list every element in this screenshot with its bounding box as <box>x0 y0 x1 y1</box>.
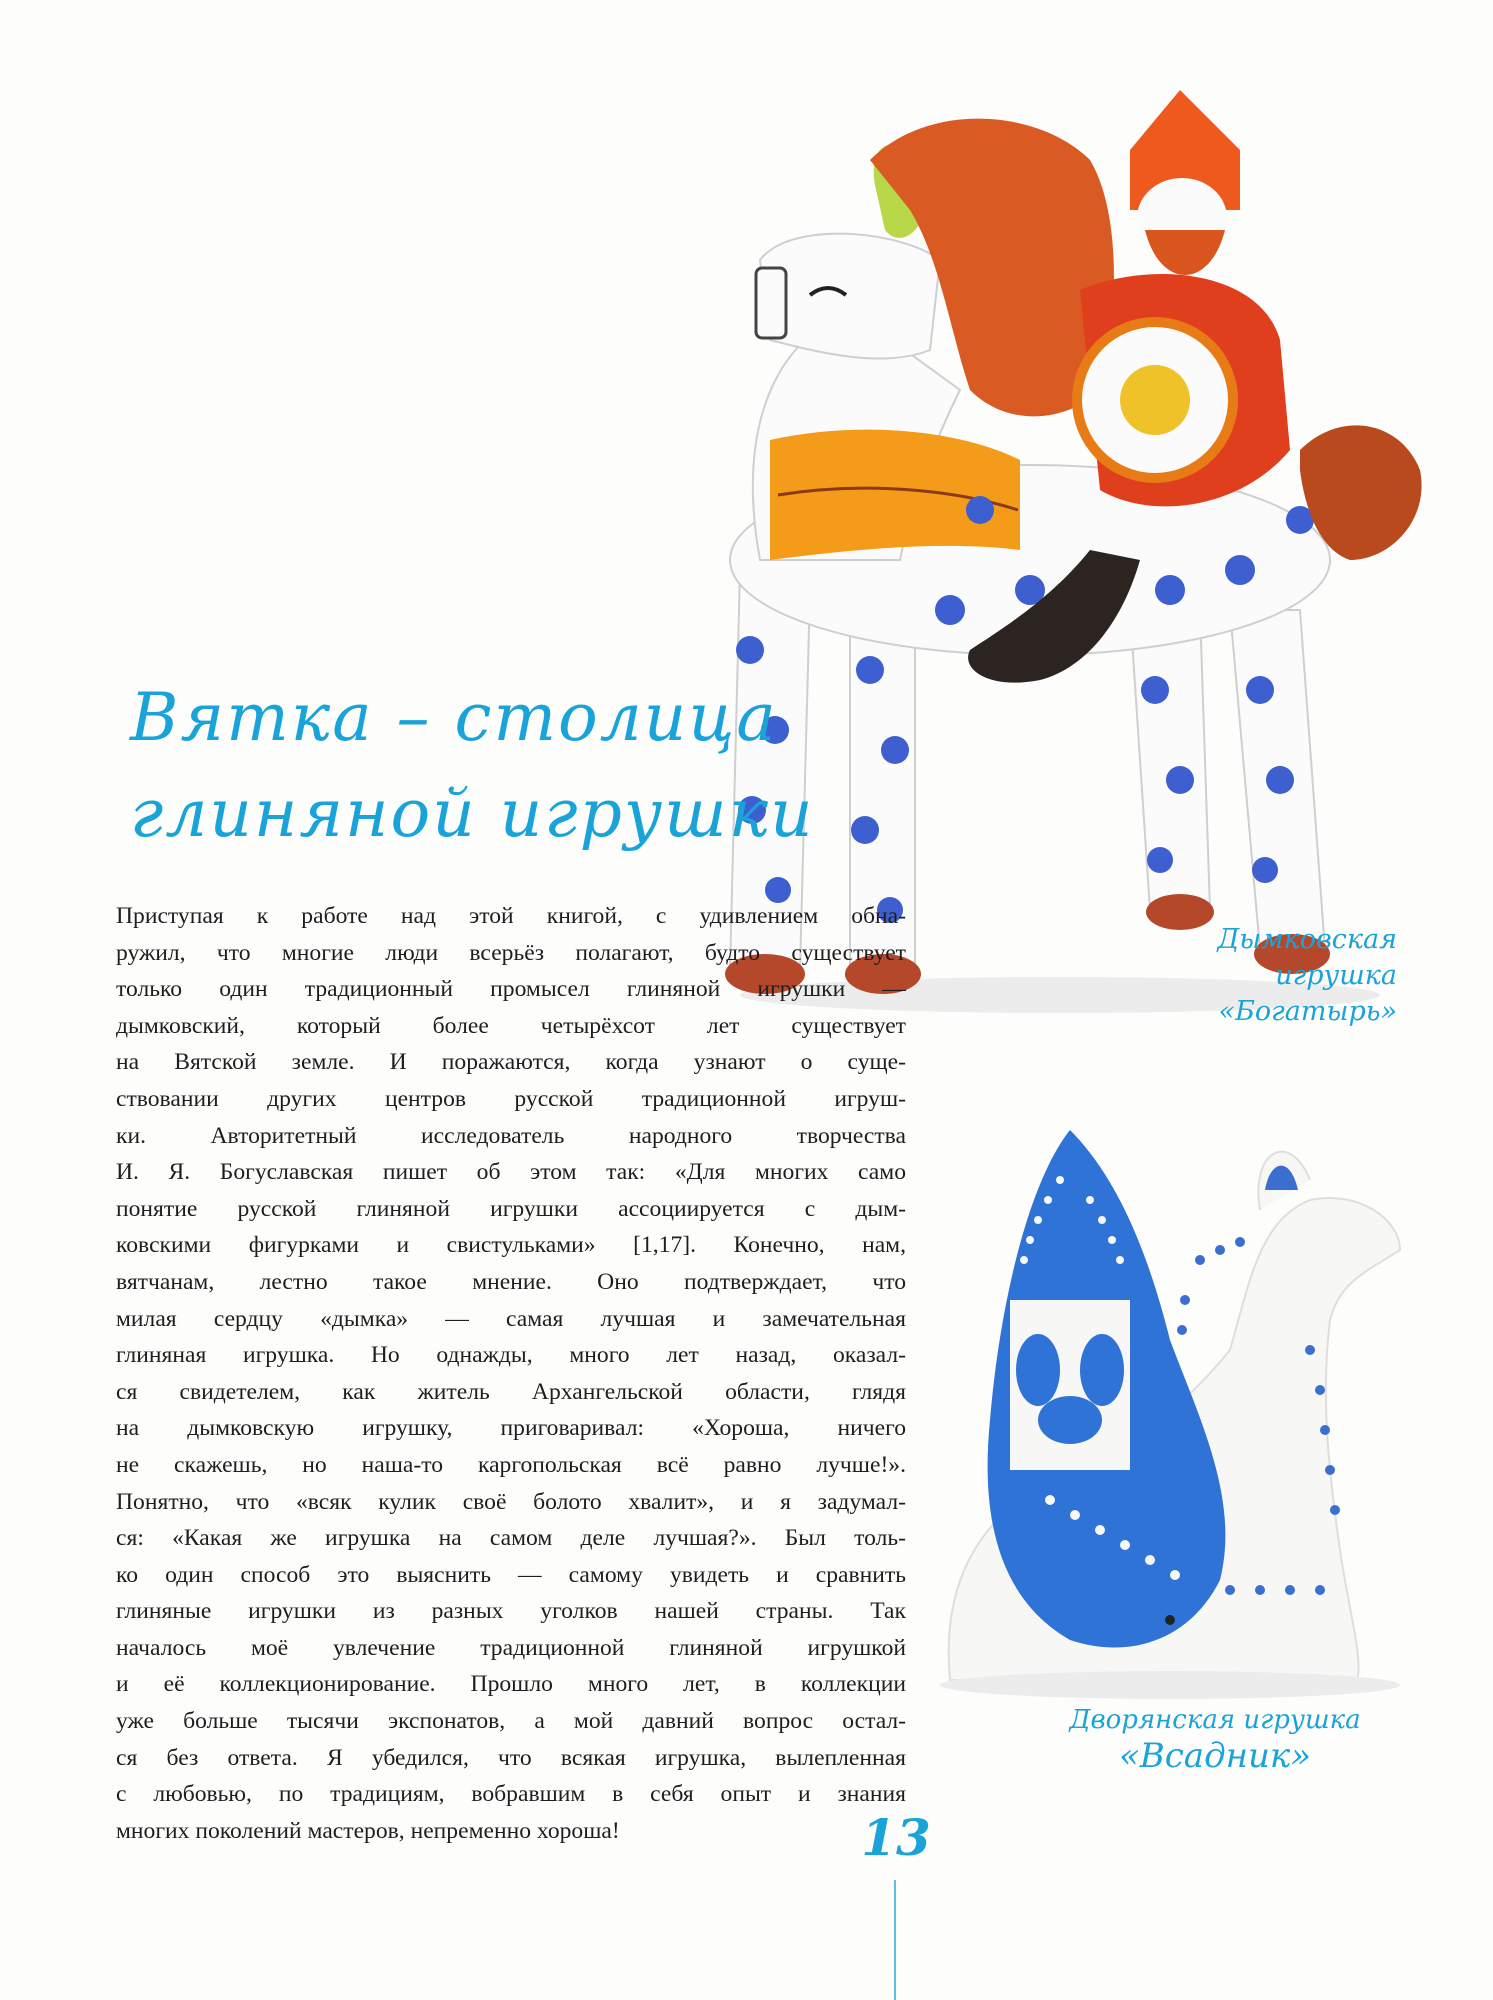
body-line: глиняные игрушки из разных уголков нашей страны. Так <box>116 1598 906 1625</box>
caption-dvoryanskaya <box>1030 1702 1400 1774</box>
dvoryanskaya-vsadnik-photo <box>930 1120 1410 1700</box>
caption-dymkovo <box>1097 922 1397 1030</box>
title-line-2: глиняной игрушки <box>130 775 815 852</box>
caption-dymkovo-line-2: игрушка <box>1275 960 1397 991</box>
body-line: милая сердцу «дымка» — самая лучшая и замечательная <box>116 1305 906 1332</box>
body-line: уже больше тысячи экспонатов, а мой давний вопрос остал- <box>116 1708 906 1735</box>
body-line: не скажешь, но наша-то каргопольская всё равно лучше!». <box>116 1451 906 1478</box>
body-line: ружил, что многие люди всерьёз полагают, будто существует <box>116 939 906 966</box>
body-line: ки. Авторитетный исследователь народного творчества <box>116 1122 906 1149</box>
body-line: И. Я. Богуславская пишет об этом так: «Для многих само <box>116 1159 906 1186</box>
caption-dvoryanskaya-line-2: «Всадник» <box>1118 1736 1312 1776</box>
body-line: ко один способ это выяснить — самому увидеть и сравнить <box>116 1561 906 1588</box>
body-line: Приступая к работе над этой книгой, с удивлением обна- <box>116 903 906 929</box>
body-line: дымковский, который более четырёхсот лет существует <box>116 1012 906 1039</box>
body-line: ковскими фигурками и свистульками» [1,17]. Конечно, нам, <box>116 1232 906 1259</box>
dymkovo-bogatyr-photo <box>700 90 1440 1020</box>
body-line: ствовании других центров русской традиционной игруш- <box>116 1085 906 1112</box>
caption-dvoryanskaya-line-1: Дворянская игрушка <box>1069 1705 1361 1735</box>
body-paragraph <box>116 898 906 1849</box>
page-number: 13 <box>861 1808 931 1867</box>
body-line: только один традиционный промысел глиняной игрушки — <box>116 976 906 1003</box>
body-line: началось моё увлечение традиционной глиняной игрушкой <box>116 1634 906 1661</box>
section-title <box>130 670 815 862</box>
caption-dymkovo-line-3: «Богатырь» <box>1218 996 1397 1027</box>
body-line: Понятно, что «всяк кулик своё болото хвалит», и я задумал- <box>116 1488 906 1515</box>
body-line: понятие русской глиняной игрушки ассоциируется с дым- <box>116 1195 906 1222</box>
caption-dymkovo-line-1: Дымковская <box>1217 924 1397 955</box>
body-line: вятчанам, лестно такое мнение. Оно подтверждает, что <box>116 1268 906 1295</box>
body-line: ся свидетелем, как житель Архангельской области, глядя <box>116 1378 906 1405</box>
body-line: на дымковскую игрушку, приговаривал: «Хороша, ничего <box>116 1415 906 1442</box>
body-line: и её коллекционирование. Прошло много лет, в коллекции <box>116 1671 906 1698</box>
body-line: на Вятской земле. И поражаются, когда узнают о суще- <box>116 1049 906 1076</box>
body-line: многих поколений мастеров, непременно хороша! <box>116 1817 620 1844</box>
body-line: глиняная игрушка. Но однажды, много лет назад, оказал- <box>116 1342 906 1369</box>
body-line: ся без ответа. Я убедился, что всякая игрушка, вылепленная <box>116 1744 906 1771</box>
body-line: ся: «Какая же игрушка на самом деле лучшая?». Был толь- <box>116 1525 906 1552</box>
body-line: с любовью, по традициям, вобравшим в себя опыт и знания <box>116 1781 906 1808</box>
title-line-1: Вятка – столица <box>130 679 778 756</box>
page-number-rule <box>894 1880 896 2000</box>
